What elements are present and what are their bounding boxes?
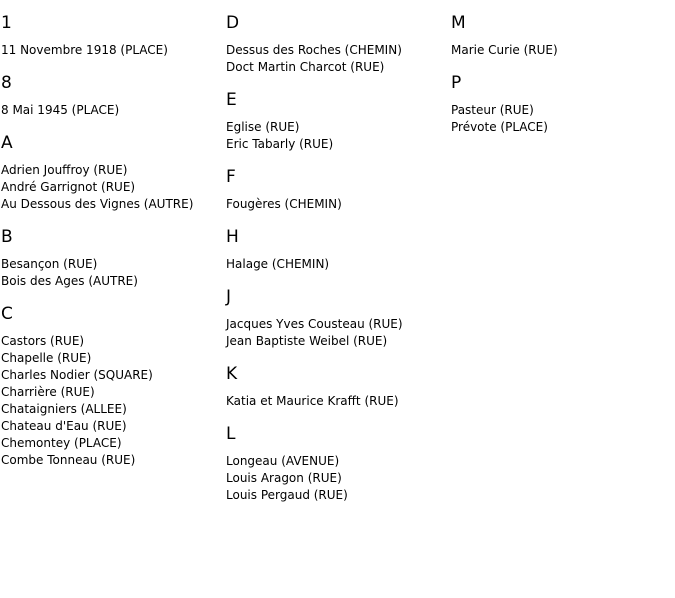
letter-group: [451, 12, 675, 59]
street-list: [226, 453, 451, 504]
street-name: Dessus des Roches (CHEMIN): [226, 43, 402, 57]
index-column: [451, 12, 675, 149]
street-name: Au Dessous des Vignes (AUTRE): [1, 197, 194, 211]
street-name: Louis Aragon (RUE): [226, 471, 342, 485]
letter-heading: D: [226, 13, 240, 33]
letter-group: [451, 72, 675, 136]
street-list: [1, 102, 226, 119]
street-name: Prévote (PLACE): [451, 120, 548, 134]
street-list: [451, 42, 675, 59]
street-name: Marie Curie (RUE): [451, 43, 558, 57]
street-name: Chapelle (RUE): [1, 351, 92, 365]
street-list: [1, 256, 226, 290]
street-name: Besançon (RUE): [1, 257, 98, 271]
letter-group: [1, 226, 226, 290]
street-list: [226, 119, 451, 153]
letter-heading: L: [226, 424, 236, 444]
street-name: 8 Mai 1945 (PLACE): [1, 103, 120, 117]
letter-group: [226, 166, 451, 213]
street-list: [451, 102, 675, 136]
letter-heading: A: [1, 133, 13, 153]
index-column: [1, 12, 226, 482]
letter-heading: E: [226, 90, 237, 110]
street-name: Eglise (RUE): [226, 120, 300, 134]
street-list: [226, 256, 451, 273]
street-name: 11 Novembre 1918 (PLACE): [1, 43, 168, 57]
letter-heading: F: [226, 167, 236, 187]
street-name: Katia et Maurice Krafft (RUE): [226, 394, 399, 408]
street-name: Jean Baptiste Weibel (RUE): [226, 334, 388, 348]
street-name: Halage (CHEMIN): [226, 257, 330, 271]
letter-heading: H: [226, 227, 239, 247]
street-name: Charles Nodier (SQUARE): [1, 368, 153, 382]
letter-group: [1, 12, 226, 59]
letter-group: [226, 12, 451, 76]
letter-group: [226, 89, 451, 153]
letter-heading: M: [451, 13, 466, 33]
letter-group: [226, 226, 451, 273]
letter-heading: J: [226, 287, 232, 307]
street-name: Chateau d'Eau (RUE): [1, 419, 127, 433]
letter-heading: 8: [1, 73, 12, 93]
street-name: Pasteur (RUE): [451, 103, 534, 117]
index-column: [226, 12, 451, 517]
street-name: Chemontey (PLACE): [1, 436, 122, 450]
letter-group: [1, 132, 226, 213]
street-name: Castors (RUE): [1, 334, 85, 348]
letter-group: [1, 303, 226, 469]
street-list: [226, 42, 451, 76]
street-name: Adrien Jouffroy (RUE): [1, 163, 128, 177]
street-name: Longeau (AVENUE): [226, 454, 340, 468]
street-list: [226, 393, 451, 410]
letter-heading: B: [1, 227, 13, 247]
street-name: Jacques Yves Cousteau (RUE): [226, 317, 403, 331]
letter-heading: C: [1, 304, 13, 324]
letter-group: [226, 423, 451, 504]
street-name: Combe Tonneau (RUE): [1, 453, 136, 467]
street-name: Bois des Ages (AUTRE): [1, 274, 138, 288]
letter-group: [1, 72, 226, 119]
street-list: [226, 196, 451, 213]
letter-heading: P: [451, 73, 462, 93]
letter-heading: 1: [1, 13, 12, 33]
letter-group: [226, 363, 451, 410]
street-name: Eric Tabarly (RUE): [226, 137, 334, 151]
street-name: Louis Pergaud (RUE): [226, 488, 348, 502]
street-name: Fougères (CHEMIN): [226, 197, 342, 211]
street-list: [1, 42, 226, 59]
street-list: [1, 162, 226, 213]
street-name: Charrière (RUE): [1, 385, 95, 399]
street-list: [1, 333, 226, 469]
street-list: [226, 316, 451, 350]
street-name: Doct Martin Charcot (RUE): [226, 60, 385, 74]
street-name: André Garrignot (RUE): [1, 180, 136, 194]
street-name: Chataigniers (ALLEE): [1, 402, 127, 416]
letter-group: [226, 286, 451, 350]
letter-heading: K: [226, 364, 238, 384]
